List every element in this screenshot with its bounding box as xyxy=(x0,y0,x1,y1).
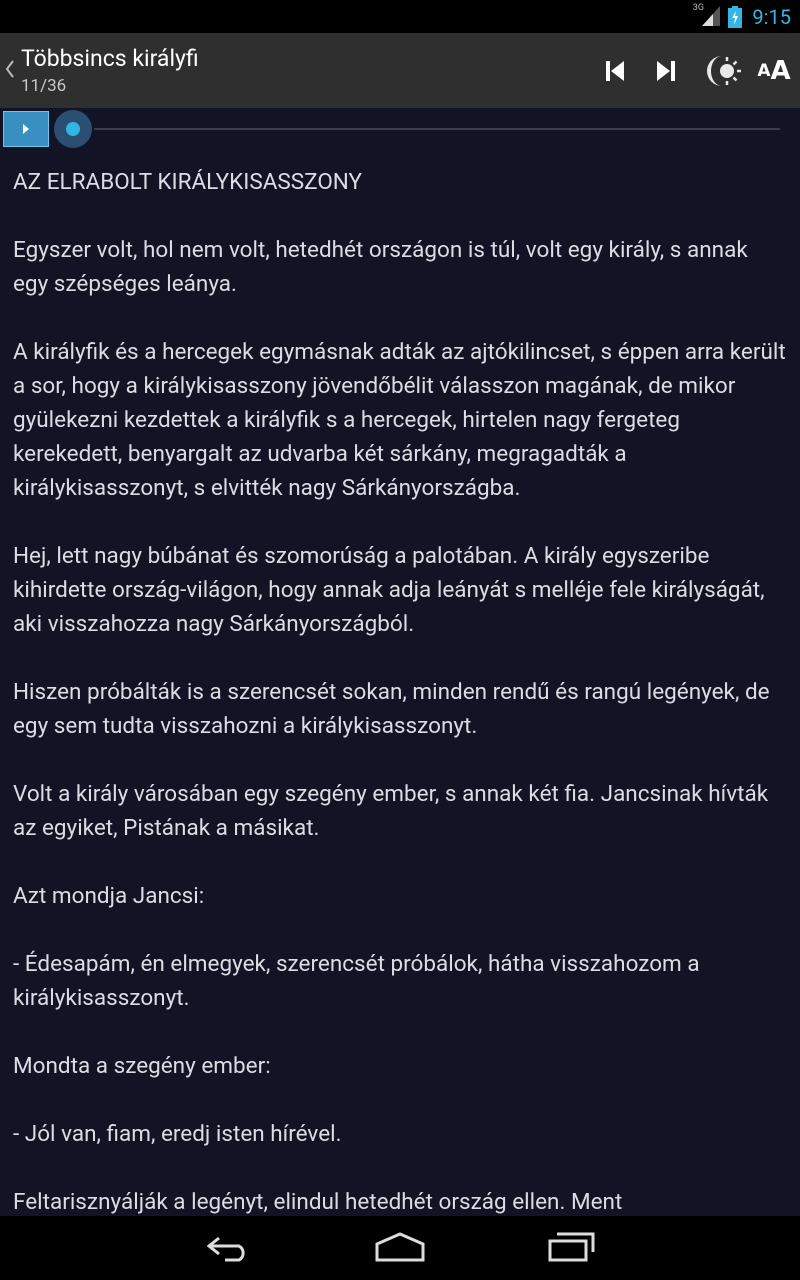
font-size-icon[interactable] xyxy=(754,53,794,89)
navigation-bar xyxy=(0,1216,800,1280)
action-bar xyxy=(0,33,800,108)
nav-recents-icon[interactable] xyxy=(547,1230,597,1270)
text-paragraph: A királyfik és a hercegek egymásnak adták az ajtókilincset, s éppen arra került a sor, hogy a királykisasszony jövendőbélit válasszon magának, de mikor gyülekezni kezdettek a királyfik s a hercegek, hirtelen nagy fergeteg kerekedett, benyargalt az udvarba két sárkány, megragadták a királykisasszonyt, s elvitték nagy Sárkányországba. xyxy=(13,339,786,501)
status-time: 9:15 xyxy=(752,5,791,29)
chapter-counter: 11/36 xyxy=(21,76,67,96)
chapter-heading: AZ ELRABOLT KIRÁLYKISASSZONY xyxy=(13,169,363,195)
text-paragraph: Feltarisznyálják a legényt, elindul hetedhét ország ellen. Ment xyxy=(13,1189,623,1215)
font-icon-small-letter: A xyxy=(757,61,771,81)
audio-player xyxy=(0,108,800,152)
text-paragraph: - Jól van, fiam, eredj isten hírével. xyxy=(13,1121,342,1147)
font-icon-big-letter: A xyxy=(770,56,791,86)
text-paragraph: Egyszer volt, hol nem volt, hetedhét országon is túl, volt egy király, s annak egy szépséges leánya. xyxy=(13,237,748,297)
nav-home-icon[interactable] xyxy=(374,1230,426,1270)
seek-bar-thumb[interactable] xyxy=(54,110,92,148)
text-paragraph: - Édesapám, én elmegyek, szerencsét próbálok, hátha visszahozom a királykisasszonyt. xyxy=(13,951,700,1011)
play-button[interactable] xyxy=(3,111,49,147)
play-icon xyxy=(21,120,31,139)
network-type-label: 3G xyxy=(692,3,704,13)
battery-icon xyxy=(728,6,742,32)
text-paragraph: Mondta a szegény ember: xyxy=(13,1053,271,1079)
seek-bar-track[interactable] xyxy=(94,128,780,130)
reader-content[interactable] xyxy=(13,165,788,1215)
status-bar xyxy=(0,0,800,33)
text-paragraph: Azt mondja Jancsi: xyxy=(13,883,205,909)
book-title[interactable]: Többsincs királyfi xyxy=(21,45,199,72)
brightness-icon[interactable] xyxy=(700,51,744,91)
skip-next-icon[interactable] xyxy=(648,53,684,89)
nav-back-icon[interactable] xyxy=(205,1230,253,1270)
back-chevron-icon[interactable] xyxy=(3,58,15,84)
text-paragraph: Volt a király városában egy szegény ember, s annak két fia. Jancsinak hívták az egyiket, Pistának a másikat. xyxy=(13,781,769,841)
text-paragraph: Hiszen próbálták is a szerencsét sokan, minden rendű és rangú legények, de egy sem tudta visszahozni a királykisasszonyt. xyxy=(13,679,770,739)
signal-icon xyxy=(702,6,720,30)
skip-previous-icon[interactable] xyxy=(597,53,633,89)
text-paragraph: Hej, lett nagy búbánat és szomorúság a palotában. A király egyszeribe kihirdette ország-világon, hogy annak adja leányát s melléje fele királyságát, aki visszahozza nagy Sárkányországból. xyxy=(13,543,765,637)
seek-thumb-dot xyxy=(66,122,80,136)
